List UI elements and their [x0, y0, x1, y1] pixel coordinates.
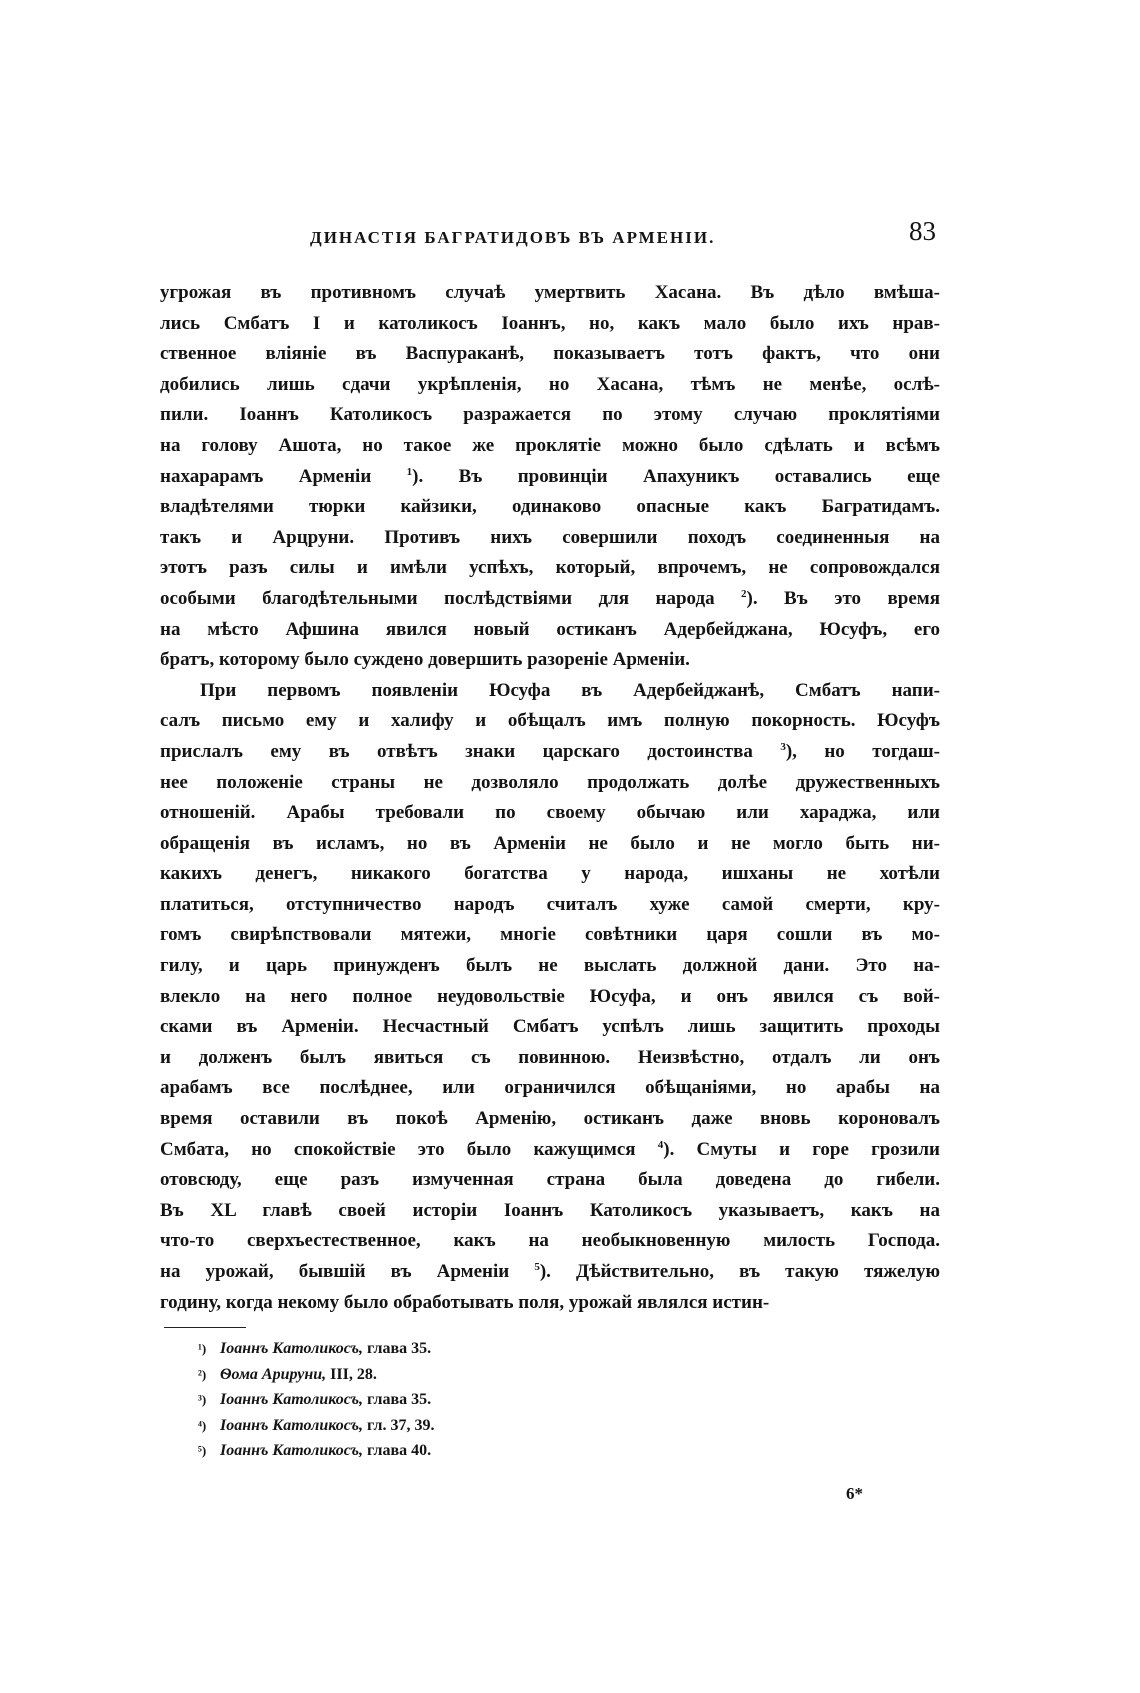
text-line: отношеній. Арабы требовали по своему обычаю или хараджа, или [160, 802, 940, 824]
page-header [160, 216, 940, 256]
text-line: арабамъ все послѣднее, или ограничился обѣщаніями, но арабы на [160, 1077, 940, 1099]
text-line: и долженъ былъ явиться съ повинною. Неизвѣстно, отдалъ ли онъ [160, 1046, 940, 1068]
text-line: особыми благодѣтельными послѣдствіями для народа $^2$). Въ это время [160, 587, 940, 609]
footnote-marker: 4 [657, 1138, 664, 1151]
text-line: братъ, которому было суждено довершить разореніе Арменіи. [160, 649, 690, 671]
text-line: этотъ разъ силы и имѣли успѣхъ, который, впрочемъ, не сопровождался [160, 557, 940, 579]
footnote [198, 1336, 698, 1362]
text-line: обращенія въ исламъ, но въ Арменіи не было и не могло быть ни- [160, 832, 940, 854]
page-number: 83 [909, 216, 936, 246]
text-line: влекло на него полное неудовольствіе Юсуфа, и онъ явился съ вой- [160, 985, 940, 1007]
footnote-marker: 1 [406, 465, 413, 478]
text-line: владѣтелями тюрки кайзики, одинаково опасные какъ Багратидамъ. [160, 496, 940, 518]
text-line: прислалъ ему въ отвѣтъ знаки царскаго достоинства $^3$), но тогдаш- [160, 740, 940, 762]
text-line: на урожай, бывшій въ Арменіи $^5$). Дѣйствительно, въ такую тяжелую [160, 1261, 940, 1282]
footnote-reference: глава 40. [363, 1442, 432, 1460]
text-line: нее положеніе страны не дозволяло продолжать долѣе дружественныхъ [160, 771, 940, 793]
text-line: гилу, и царь принужденъ былъ не выслать должной дани. Это на- [160, 955, 940, 977]
text-line: годину, когда некому было обработывать поля, урожай являлся истин- [160, 1291, 770, 1313]
footnote-source: Іоаннъ Католикосъ, [220, 1340, 364, 1357]
printer-signature-mark: 6* [846, 1484, 863, 1503]
text-line: нахарарамъ Арменіи $^1$). Въ провинціи Апахуникъ оставались еще [160, 465, 941, 487]
paragraph [160, 278, 940, 676]
text-line: на голову Ашота, но такое же проклятіе можно было сдѣлать и всѣмъ [160, 434, 940, 456]
text-line: угрожая въ противномъ случаѣ умертвить Хасана. Въ дѣло вмѣша- [160, 282, 940, 303]
text-line: Смбата, но спокойствіе это было кажущимся $^4$). Смуты и горе грозили [160, 1138, 940, 1160]
footnotes [198, 1336, 698, 1464]
text-line: пили. Іоаннъ Католикосъ разражается по этому случаю проклятіями [160, 404, 940, 426]
footnote-reference: III, 28. [326, 1365, 377, 1383]
footnote [198, 1362, 698, 1388]
text-line: что-то сверхъестественное, какъ на необыкновенную милость Господа. [160, 1230, 940, 1252]
footnote-number: ²) [198, 1366, 207, 1382]
footnote-reference: глава 35. [363, 1340, 432, 1357]
footnote-marker: 2 [741, 587, 747, 600]
footnote-separator [164, 1327, 246, 1328]
text-line: добились лишь сдачи укрѣпленія, но Хасана, тѣмъ не менѣе, ослѣ- [160, 373, 940, 395]
running-title: ДИНАСТІЯ БАГРАТИДОВЪ ВЪ АРМЕНІИ. [310, 228, 716, 247]
footnote-number: ⁴) [198, 1417, 207, 1433]
text-line: на мѣсто Афшина явился новый остиканъ Адербейджана, Юсуфъ, его [160, 618, 940, 640]
footnote-source: Іоаннъ Католикосъ, [220, 1442, 364, 1460]
footnote-number: ¹) [198, 1341, 207, 1356]
footnote-source: Іоаннъ Католикосъ, [220, 1416, 364, 1434]
paragraph [160, 676, 940, 1318]
text-line: ственное вліяніе въ Васпураканѣ, показываетъ тотъ фактъ, что они [160, 343, 940, 365]
footnote-reference: глава 35. [363, 1391, 432, 1409]
text-line: салъ письмо ему и халифу и обѣщалъ имъ полную покорность. Юсуфъ [160, 710, 940, 732]
footnote [198, 1438, 698, 1464]
body-text [160, 278, 940, 1318]
footnote-reference: гл. 37, 39. [363, 1416, 435, 1434]
footnote-number: ⁵) [198, 1443, 207, 1459]
footnote-marker: 5 [534, 1261, 540, 1273]
text-line: время оставили въ покоѣ Арменію, остиканъ даже вновь короновалъ [160, 1108, 940, 1130]
text-line: гомъ свирѣпствовали мятежи, многіе совѣтники царя сошли въ мо- [160, 924, 940, 946]
footnote-marker: 3 [780, 740, 786, 753]
text-line: сками въ Арменіи. Несчастный Смбатъ успѣлъ лишь защитить проходы [160, 1016, 940, 1038]
footnote-source: Ѳома Арируни, [220, 1365, 327, 1383]
text-line: какихъ денегъ, никакого богатства у народа, ишханы не хотѣли [160, 863, 940, 885]
text-line: платиться, отступничество народъ считалъ хуже самой смерти, кру- [160, 893, 940, 915]
text-line: При первомъ появленіи Юсуфа въ Адербейджанѣ, Смбатъ напи- [200, 679, 940, 701]
text-line: Въ XL главѣ своей исторіи Іоаннъ Католикосъ указываетъ, какъ на [160, 1199, 940, 1221]
text-line: отовсюду, еще разъ измученная страна была доведена до гибели. [160, 1169, 940, 1191]
footnote-number: ³) [198, 1392, 207, 1408]
text-line: лись Смбатъ I и католикосъ Іоаннъ, но, какъ мало было ихъ нрав- [160, 312, 940, 334]
footnote [198, 1413, 698, 1439]
text-line: такъ и Арцруни. Противъ нихъ совершили походъ соединенныя на [160, 526, 940, 548]
footnote [198, 1387, 698, 1413]
footnote-source: Іоаннъ Католикосъ, [220, 1391, 364, 1409]
